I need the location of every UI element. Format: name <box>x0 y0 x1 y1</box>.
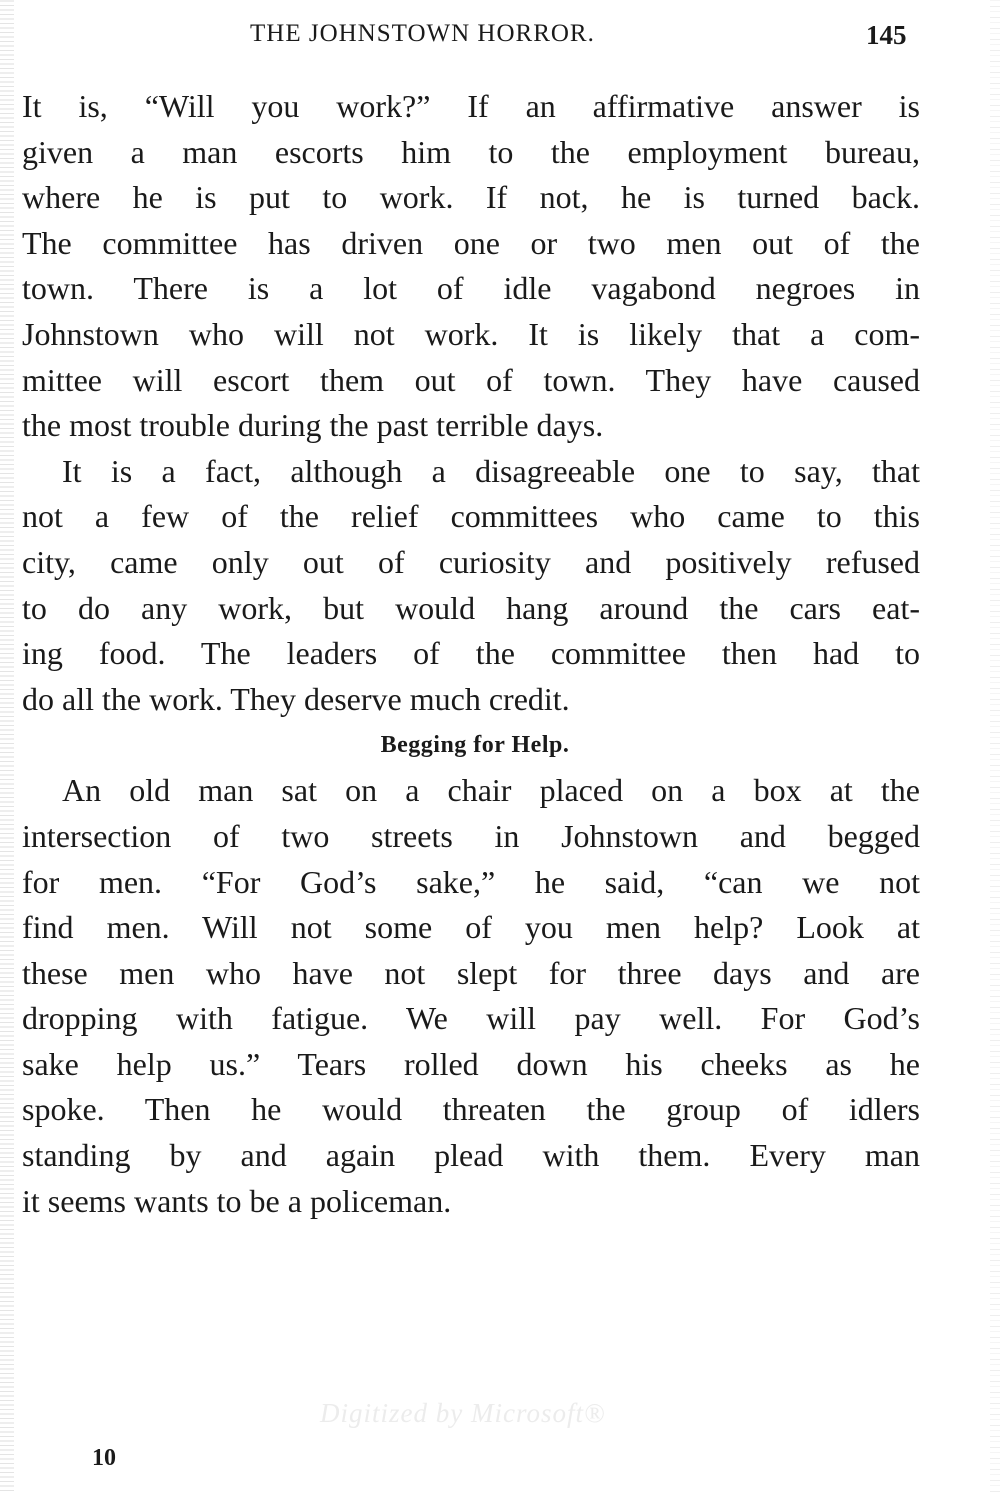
text-line: to do any work, but would hang around the cars eat- <box>22 589 920 626</box>
page-edge-left <box>0 0 14 1492</box>
text-line: sake help us.” Tears rolled down his cheeks as he <box>22 1045 920 1082</box>
text-line: for men. “For God’s sake,” he said, “can we not <box>22 863 920 900</box>
text-line: these men who have not slept for three days and are <box>22 954 920 991</box>
text-line: It is, “Will you work?” If an affirmative answer is <box>22 88 920 124</box>
running-title: THE JOHNSTOWN HORROR. <box>250 20 595 47</box>
text-line: where he is put to work. If not, he is turned back. <box>22 179 920 216</box>
digitization-watermark: Digitized by Microsoft® <box>320 1398 606 1428</box>
text-line: the most trouble during the past terrible days. <box>22 407 604 444</box>
text-line: Johnstown who will not work. It is likely that a com- <box>22 315 920 352</box>
text-line: given a man escorts him to the employment bureau, <box>22 133 920 170</box>
page-number: 145 <box>866 20 907 50</box>
text-line: intersection of two streets in Johnstown and begged <box>22 817 920 854</box>
section-heading: Begging for Help. <box>380 732 570 759</box>
body-text <box>22 84 920 1224</box>
text-line: do all the work. They deserve much credit. <box>22 680 570 717</box>
text-line: dropping with fatigue. We will pay well. For God’s <box>22 1000 920 1037</box>
text-line: ing food. The leaders of the committee then had to <box>22 635 920 672</box>
text-line: It is a fact, although a disagreeable one to say, that <box>62 452 920 489</box>
text-line: An old man sat on a chair placed on a box at the <box>62 772 920 809</box>
text-line: city, came only out of curiosity and positively refused <box>22 543 920 580</box>
text-line: find men. Will not some of you men help? Look at <box>22 909 920 946</box>
text-line: town. There is a lot of idle vagabond negroes in <box>22 270 920 307</box>
text-line: standing by and again plead with them. Every man <box>22 1137 920 1174</box>
text-line: not a few of the relief committees who came to this <box>22 498 920 535</box>
paragraph-2 <box>22 449 920 723</box>
page-edge-right <box>990 0 1000 1492</box>
text-line: mittee will escort them out of town. They have caused <box>22 361 920 398</box>
paragraph-1 <box>22 84 920 449</box>
text-line: spoke. Then he would threaten the group of idlers <box>22 1091 920 1128</box>
text-line: it seems wants to be a policeman. <box>22 1182 452 1219</box>
paragraph-3 <box>22 768 920 1224</box>
text-line: The committee has driven one or two men out of the <box>22 224 920 261</box>
signature-mark: 10 <box>92 1445 116 1471</box>
